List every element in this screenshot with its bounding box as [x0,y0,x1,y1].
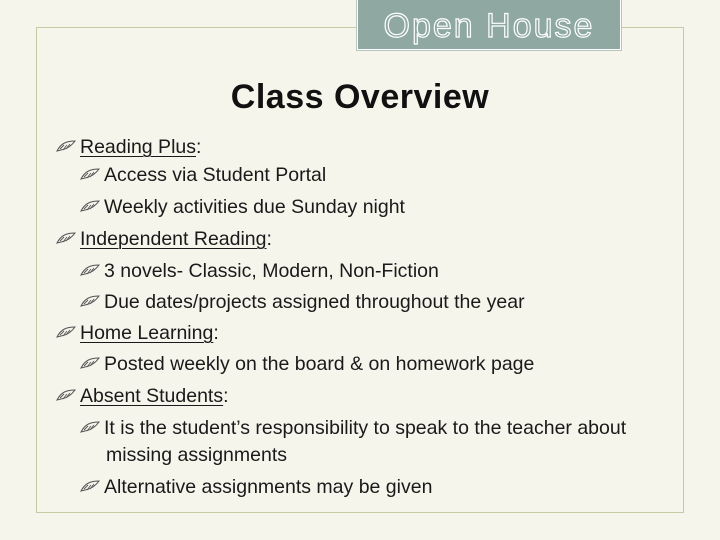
section-heading: Home Learning [80,322,214,344]
slide-title: Class Overview [230,78,490,116]
leaf-bullet-icon [56,320,76,344]
open-house-banner [357,0,621,50]
section-reading-plus [56,135,201,160]
banner-text: Open House [383,6,595,45]
list-item-text: Due dates/projects assigned throughout the year [104,291,525,313]
list-item [80,415,666,468]
section-absent-students [56,384,229,409]
list-item [80,475,432,500]
section-home-learning [56,321,219,346]
leaf-bullet-icon [80,258,100,282]
leaf-bullet-icon [56,134,76,158]
list-item [80,290,525,315]
leaf-bullet-icon [56,383,76,407]
leaf-bullet-icon [80,351,100,375]
leaf-bullet-icon [80,414,100,440]
list-item-text: Alternative assignments may be given [104,476,433,498]
list-item-text: Weekly activities due Sunday night [104,196,405,218]
leaf-bullet-icon [80,289,100,313]
section-heading: Reading Plus [80,136,196,158]
banner-outlined-text [374,4,604,46]
heading-colon: : [223,385,229,407]
leaf-bullet-icon [56,226,76,250]
section-heading: Independent Reading [80,228,267,250]
section-heading: Absent Students [80,385,224,407]
heading-colon: : [213,322,219,344]
heading-colon: : [266,228,272,250]
list-item [80,195,405,220]
heading-colon: : [196,136,202,158]
list-item-text: Access via Student Portal [104,164,327,186]
section-independent-reading [56,227,272,252]
leaf-bullet-icon [80,194,100,218]
list-item-text: 3 novels- Classic, Modern, Non-Fiction [104,260,439,282]
list-item [80,259,439,284]
leaf-bullet-icon [80,474,100,498]
leaf-bullet-icon [80,162,100,186]
list-item-text: It is the student’s responsibility to speak to the teacher about missing assignments [104,417,627,466]
list-item-text: Posted weekly on the board & on homework page [104,353,535,375]
list-item [80,163,326,188]
list-item [80,352,534,377]
